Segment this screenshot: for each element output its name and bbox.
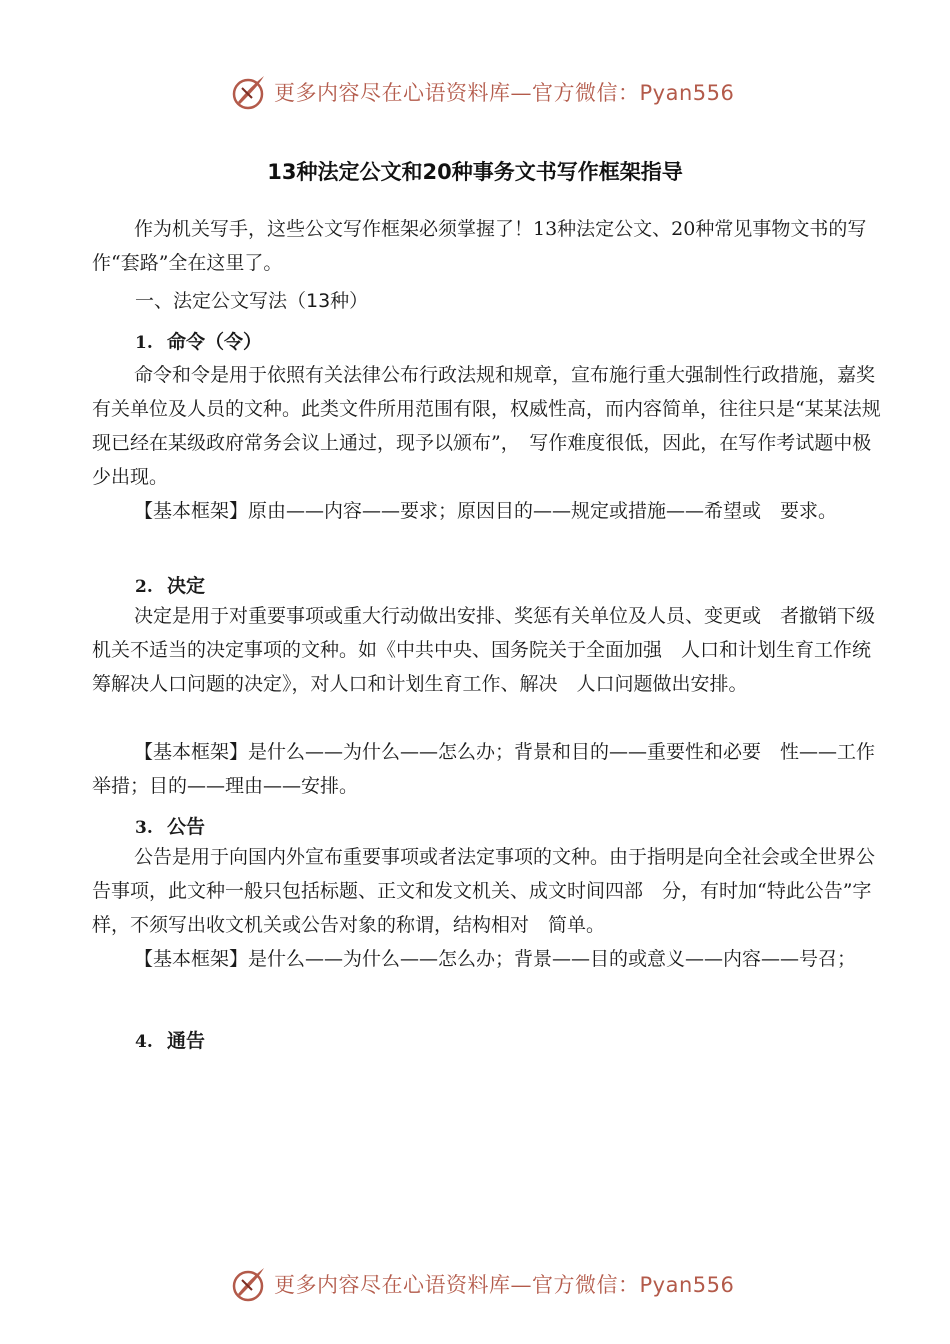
wechat-id: Pyan556 bbox=[639, 1273, 735, 1297]
item-2-description: 决定是用于对重要事项或重大行动做出安排、奖惩有关单位及人员、变更或 者撤销下级机关不适当的决定事项的文种。如《中共中央、国务院关于全面加强 人口和计划生育工作统筹解决人口问题的决定》，对人口和计划生育工作、解决 人口问题做出安排。 bbox=[92, 605, 876, 695]
item-heading-1: 1. 命令（令） bbox=[135, 331, 263, 353]
item-heading-2: 2. 决定 bbox=[135, 575, 206, 597]
item-heading-3: 3. 公告 bbox=[135, 816, 206, 838]
footer-banner bbox=[228, 1262, 734, 1306]
item-1-framework: 【基本框架】原由——内容——要求；原因目的——规定或措施——希望或 要求。 bbox=[134, 500, 838, 522]
quill-logo-icon bbox=[228, 1264, 268, 1304]
item-3-description: 公告是用于向国内外宣布重要事项或者法定事项的文种。由于指明是向全社会或全世界公告事项，此文种一般只包括标题、正文和发文机关、成文时间四部 分，有时加“特此公告”字样，不须写出收文机关或公告对象的称谓，结构相对 简单。 bbox=[92, 846, 876, 936]
item-2-framework: 【基本框架】是什么——为什么——怎么办；背景和目的——重要性和必要 性——工作举措；目的——理由——安排。 bbox=[92, 741, 876, 797]
section-heading: 一、法定公文写法（13种） bbox=[135, 290, 369, 312]
wechat-id: Pyan556 bbox=[639, 81, 735, 105]
header-banner bbox=[228, 70, 734, 114]
intro-paragraph: 作为机关写手，这些公文写作框架必须掌握了！13种法定公文、20种常见事物文书的写作“套路”全在这里了。 bbox=[92, 218, 867, 274]
item-1-description: 命令和令是用于依照有关法律公布行政法规和规章，宣布施行重大强制性行政措施，嘉奖有关单位及人员的文种。此类文件所用范围有限，权威性高，而内容简单，往往只是“某某法规现已经在某级政府常务会议上通过，现予以颁布”， 写作难度很低，因此，在写作考试题中极少出现。 bbox=[92, 364, 881, 488]
item-3-framework: 【基本框架】是什么——为什么——怎么办；背景——目的或意义——内容——号召； bbox=[134, 948, 857, 970]
banner-text: 更多内容尽在心语资料库—官方微信：Pyan556 bbox=[274, 1273, 735, 1297]
item-heading-4: 4. 通告 bbox=[135, 1030, 206, 1052]
banner-text: 更多内容尽在心语资料库—官方微信：Pyan556 bbox=[274, 81, 735, 105]
quill-logo-icon bbox=[228, 72, 268, 112]
document-title: 13种法定公文和20种事务文书写作框架指导 bbox=[267, 160, 683, 184]
